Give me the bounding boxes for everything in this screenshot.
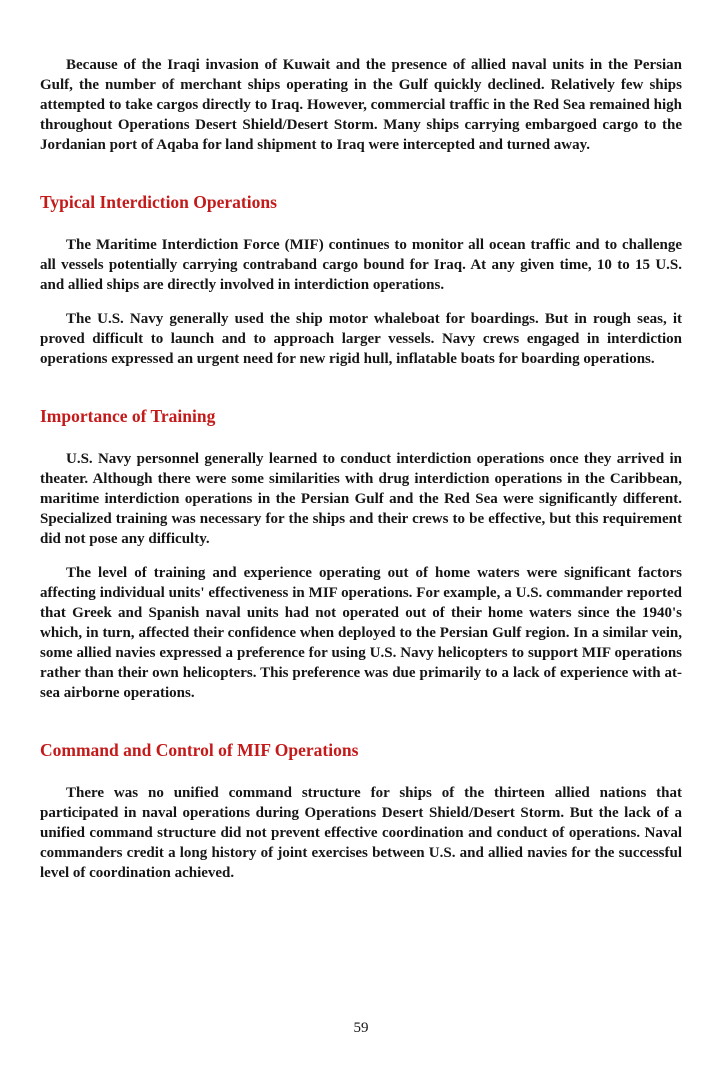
document-body [40, 55, 682, 883]
page-number: 59 [353, 1020, 369, 1036]
paragraph: U.S. Navy personnel generally learned to conduct interdiction operations once they arrived in theater. Although there were some similarities with drug interdiction operations in the Caribbean, maritime interdiction operations in the Persian Gulf and the Red Sea were significantly different. Specialized training was necessary for the ships and their crews to be effective, but this requirement did not pose any difficulty. [40, 451, 682, 547]
section-heading: Importance of Training [40, 406, 216, 426]
paragraph: There was no unified command structure for ships of the thirteen allied nations that participated in naval operations during Operations Desert Shield/Desert Storm. But the lack of a unified command structure did not prevent effective coordination and conduct of operations. Naval commanders credit a long history of joint exercises between U.S. and allied navies for the successful level of coordination achieved. [40, 785, 682, 881]
paragraph: The Maritime Interdiction Force (MIF) continues to monitor all ocean traffic and to challenge all vessels potentially carrying contraband cargo bound for Iraq. At any given time, 10 to 15 U.S. and allied ships are directly involved in interdiction operations. [40, 237, 682, 293]
section-heading: Command and Control of MIF Operations [40, 740, 359, 760]
section-heading: Typical Interdiction Operations [40, 192, 277, 212]
paragraph: The level of training and experience operating out of home waters were significant factors affecting individual units' effectiveness in MIF operations. For example, a U.S. commander reported that Greek and Spanish naval units had not operated out of their home waters since the 1940's which, in turn, affected their confidence when deployed to the Persian Gulf region. In a similar vein, some allied navies expressed a preference for using U.S. Navy helicopters to support MIF operations rather than their own helicopters. This preference was due primarily to a lack of experience with at-sea airborne operations. [40, 565, 682, 701]
paragraph: The U.S. Navy generally used the ship motor whaleboat for boardings. But in rough seas, it proved difficult to launch and to approach larger vessels. Navy crews engaged in interdiction operations expressed an urgent need for new rigid hull, inflatable boats for boarding operations. [40, 311, 682, 367]
paragraph: Because of the Iraqi invasion of Kuwait and the presence of allied naval units in the Persian Gulf, the number of merchant ships operating in the Gulf quickly declined. Relatively few ships attempted to take cargos directly to Iraq. However, commercial traffic in the Red Sea remained high throughout Operations Desert Shield/Desert Storm. Many ships carrying embargoed cargo to the Jordanian port of Aqaba for land shipment to Iraq were intercepted and turned away. [40, 57, 682, 153]
